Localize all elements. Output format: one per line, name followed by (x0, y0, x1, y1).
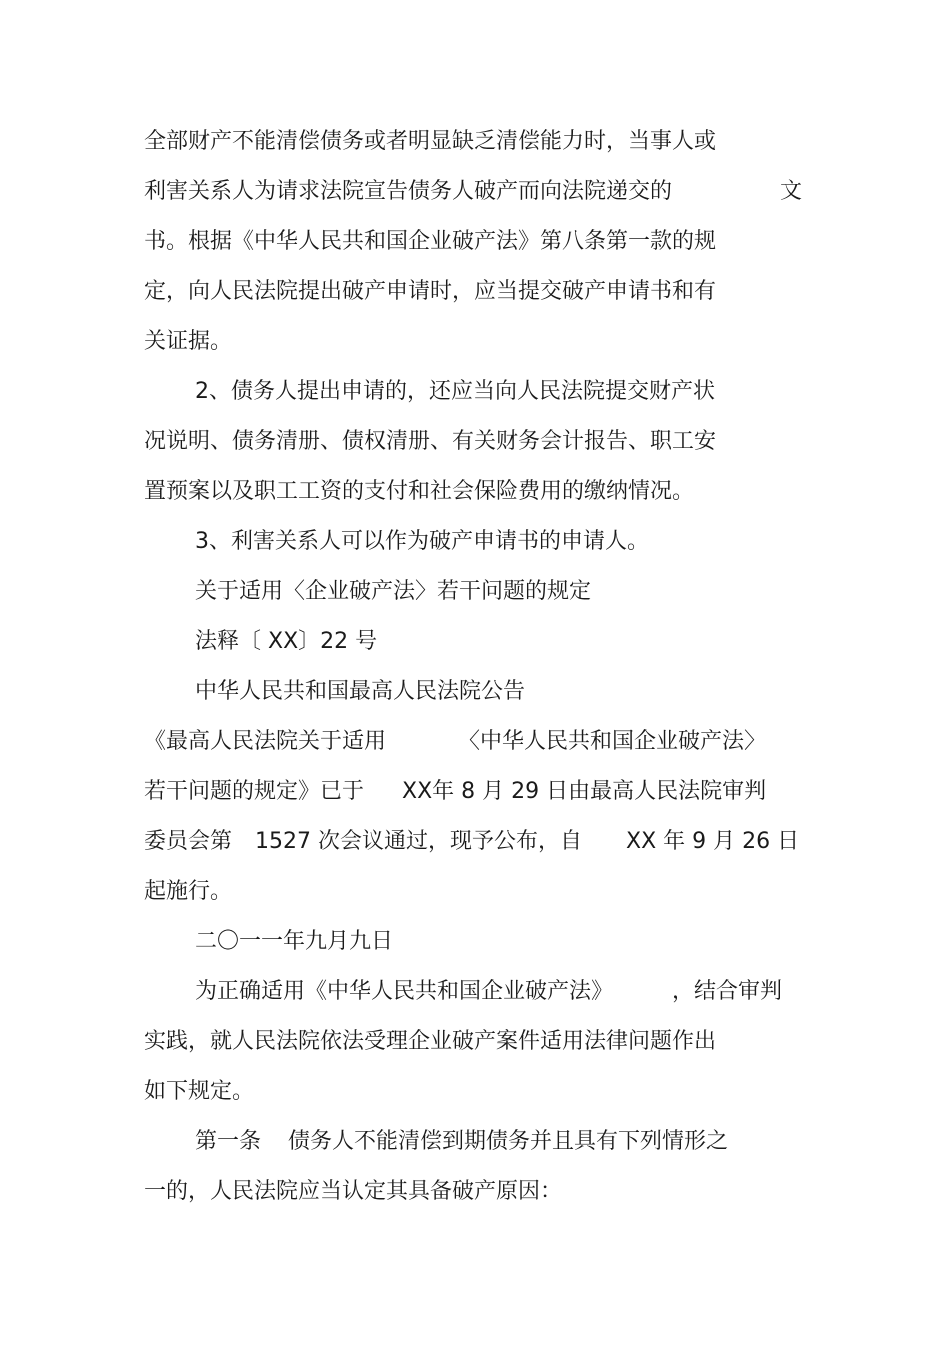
text-line: XX年 8 月 29 日由最高人民法院审判 (402, 779, 767, 804)
text-line: 全部财产不能清偿债务或者明显缺乏清偿能力时，当事人或 (144, 129, 717, 154)
text-line: 2、债务人提出申请的，还应当向人民法院提交财产状 (195, 379, 715, 404)
text-line: 〈中华人民共和国企业破产法〉 (458, 729, 767, 754)
text-line: 起施行。 (144, 879, 233, 904)
text-line: 况说明、债务清册、债权清册、有关财务会计报告、职工安 (144, 429, 717, 454)
text-line: 定，向人民法院提出破产申请时，应当提交破产申请书和有 (144, 279, 717, 304)
text-line: 实践，就人民法院依法受理企业破产案件适用法律问题作出 (144, 1029, 717, 1054)
text-line: 书。根据《中华人民共和国企业破产法》第八条第一款的规 (144, 229, 717, 254)
text-line: 若干问题的规定》已于 (144, 779, 365, 804)
text-line: ，结合审判 (672, 979, 783, 1004)
text-line: 置预案以及职工工资的支付和社会保险费用的缴纳情况。 (144, 479, 695, 504)
section-title: 关于适用〈企业破产法〉若干问题的规定 (195, 579, 592, 604)
text-line: 1527 次会议通过，现予公布，自 (255, 829, 582, 854)
text-line: 3、利害关系人可以作为破产申请书的申请人。 (195, 529, 649, 554)
text-line: 债务人不能清偿到期债务并且具有下列情形之 (288, 1129, 729, 1154)
text-line: 一的，人民法院应当认定其具备破产原因： (144, 1179, 563, 1204)
article-label: 第一条 (195, 1129, 262, 1154)
text-line: 文 (780, 179, 803, 204)
text-line: 关证据。 (144, 329, 233, 354)
text-line: 利害关系人为请求法院宣告债务人破产而向法院递交的 (144, 179, 673, 204)
text-line: 如下规定。 (144, 1079, 255, 1104)
text-line: 为正确适用《中华人民共和国企业破产法》 (195, 979, 614, 1004)
text-line: 委员会第 (144, 829, 233, 854)
document-number: 法释〔 XX〕22 号 (195, 629, 378, 654)
text-line: 《最高人民法院关于适用 (144, 729, 387, 754)
announcement-title: 中华人民共和国最高人民法院公告 (195, 679, 526, 704)
text-line: XX 年 9 月 26 日 (626, 829, 800, 854)
date-line: 二〇一一年九月九日 (195, 929, 394, 954)
